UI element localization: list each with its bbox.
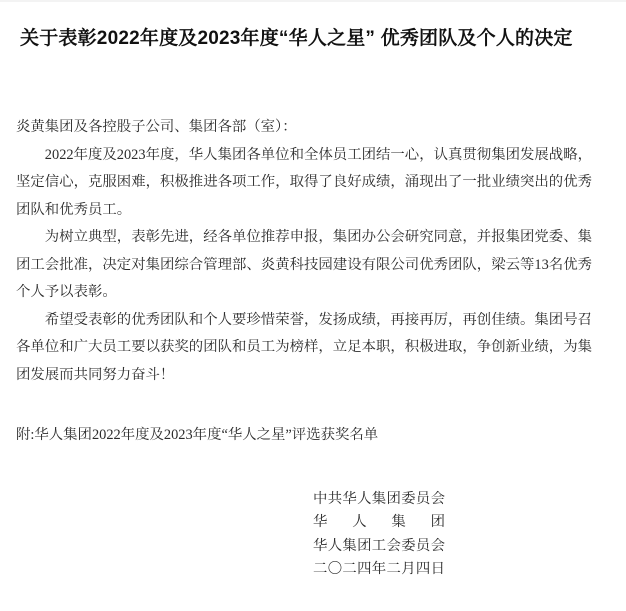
signature-block [313,488,445,582]
signature-labor-union: 华人集团工会委员会 [313,537,445,554]
signature-group-name: 华 人 集 团 [313,514,445,530]
signature-date: 二〇二四年二月四日 [313,561,445,577]
paragraph-encouragement: 希望受表彰的优秀团队和个人要珍惜荣誉，发扬成绩，再接再厉，再创佳绩。集团号召各单位和广大员工要以获奖的团队和员工为榜样，立足本职，积极进取，争创新业绩，为集团发展而共同努力奋斗！ [16,311,592,383]
paragraph-achievements: 2022年度及2023年度，华人集团各单位和全体员工团结一心，认真贯彻集团发展战略，坚定信心，克服困难，积极推进各项工作，取得了良好成绩，涌现出了一批业绩突出的优秀团队和优秀员工。 [16,146,592,218]
attachment-note: 附:华人集团2022年度及2023年度“华人之星”评选获奖名单 [16,427,379,443]
paragraph-decision: 为树立典型，表彰先进，经各单位推荐申报，集团办公会研究同意，并报集团党委、集团工会批准，决定对集团综合管理部、炎黄科技园建设有限公司优秀团队，梁云等13名优秀个人予以表彰。 [16,229,592,300]
signature-party-committee: 中共华人集团委员会 [313,490,445,507]
salutation-line: 炎黄集团及各控股子公司、集团各部（室）： [16,119,297,135]
document-title: 关于表彰2022年度及2023年度“华人之星” 优秀团队及个人的决定 [20,28,573,49]
document-body [16,114,592,389]
